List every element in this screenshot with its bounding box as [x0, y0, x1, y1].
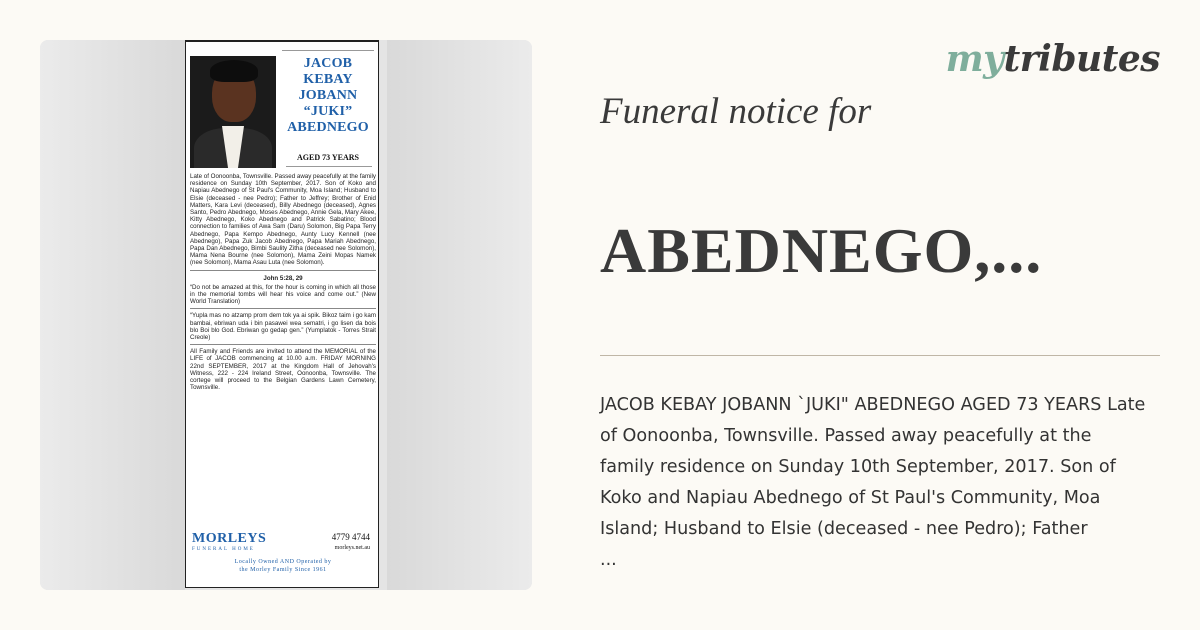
notice-biography: Late of Oonoonba, Townsville. Passed away peacefully at the family residence on Sunday 10th September, 2017. Son of Koko and Napiau Abednego of St Paul's Community, Moa Island; Husband to Elsie (deceased - nee Pedro); Father to Jeffrey; Brother of Enid Matters, Kara Levi (deceased), Billy Abednego (deceased), Agnes Santo, Pedro Abednego, Moses Abednego, Annie Gela, Mary Akee, Kitty Abednego, Koko Abednego and Patrick Sabatino; Blood connection to families of Awa Sam (Daru) Solomon, Big Papa Terry Abednego, Papa Kempo Abednego, Aunty Lucy Kennell (nee Abednego), Papa Zuk Jacob Abednego, Papa Mariah Abednego, Papa Dan Abednego, Bimbi Saulity Zitha (deceased nee Solomon), Mama Nena Bourne (nee Solomon), Mama Zeini Mopas Namek (nee Solomon), Mama Asau Luta (nee Solomon).	[190, 173, 376, 267]
portrait-photo	[190, 56, 276, 168]
notice-image-panel	[40, 40, 532, 590]
funeral-home-website: morleys.net.au	[334, 545, 370, 551]
notice-top-rule	[282, 50, 374, 51]
page-kicker: Funeral notice for	[600, 91, 872, 132]
mytributes-logo[interactable]: mytributes	[945, 38, 1160, 80]
funeral-home-subtitle: FUNERAL HOME	[192, 547, 255, 552]
funeral-home-phone: 4779 4744	[331, 532, 370, 542]
funeral-home-tagline: Locally Owned AND Operated by the Morley Family Since 1961	[234, 559, 332, 573]
notice-memorial-details: All Family and Friends are invited to attend the MEMORIAL of the LIFE of JACOB commencing at 10.00 a.m. FRIDAY MORNING 22nd SEPTEMBER, 2017 at the Kingdom Hall of Jehovah's Witness, 222 - 224 Ireland Street, Oonoonba, Townsville. The cortege will proceed to the Belgian Gardens Lawn Cemetery, Townsville.	[190, 348, 376, 392]
notice-verse-reference: John 5:28, 29	[263, 274, 303, 282]
summary-line: Koko and Napiau Abednego of St Paul's Community, Moa	[600, 488, 1101, 508]
funeral-home-logo: MORLEYS	[192, 531, 267, 546]
notice-ornament-rule	[286, 166, 372, 167]
notice-age: AGED 73 YEARS	[297, 153, 359, 162]
notice-summary	[600, 390, 1192, 576]
notice-verse-english: “Do not be amazed at this, for the hour is coming in which all those in the memorial tombs will hear his voice and come out.” (New World Translation)	[190, 283, 376, 306]
divider	[600, 355, 1160, 356]
summary-line: of Oonoonba, Townsville. Passed away peacefully at the	[600, 426, 1092, 446]
summary-line: family residence on Sunday 10th September, 2017. Son of	[600, 457, 1116, 477]
summary-line: JACOB KEBAY JOBANN `JUKI" ABEDNEGO AGED 73 YEARS Late	[600, 395, 1146, 415]
notice-name: JACOB KEBAY JOBANN “JUKI” ABEDNEGO	[287, 56, 369, 135]
notice-body	[190, 173, 376, 391]
summary-line: ...	[600, 550, 617, 570]
notice-verse-creole: “Yupla mas no atzamp prom dem tok ya ai spik. Bikoz taim i go kam bambai, ebriwan uda i bin pasawei wea sematri, i go lisen da bois blo Boi blo God. Ebriwan go gedap gen.” (Yumplatok - Torres Strait Creole)	[190, 312, 376, 342]
newspaper-notice	[185, 40, 379, 588]
page-title: ABEDNEGO,...	[600, 215, 1043, 286]
summary-line: Island; Husband to Elsie (deceased - nee Pedro); Father	[600, 519, 1088, 539]
